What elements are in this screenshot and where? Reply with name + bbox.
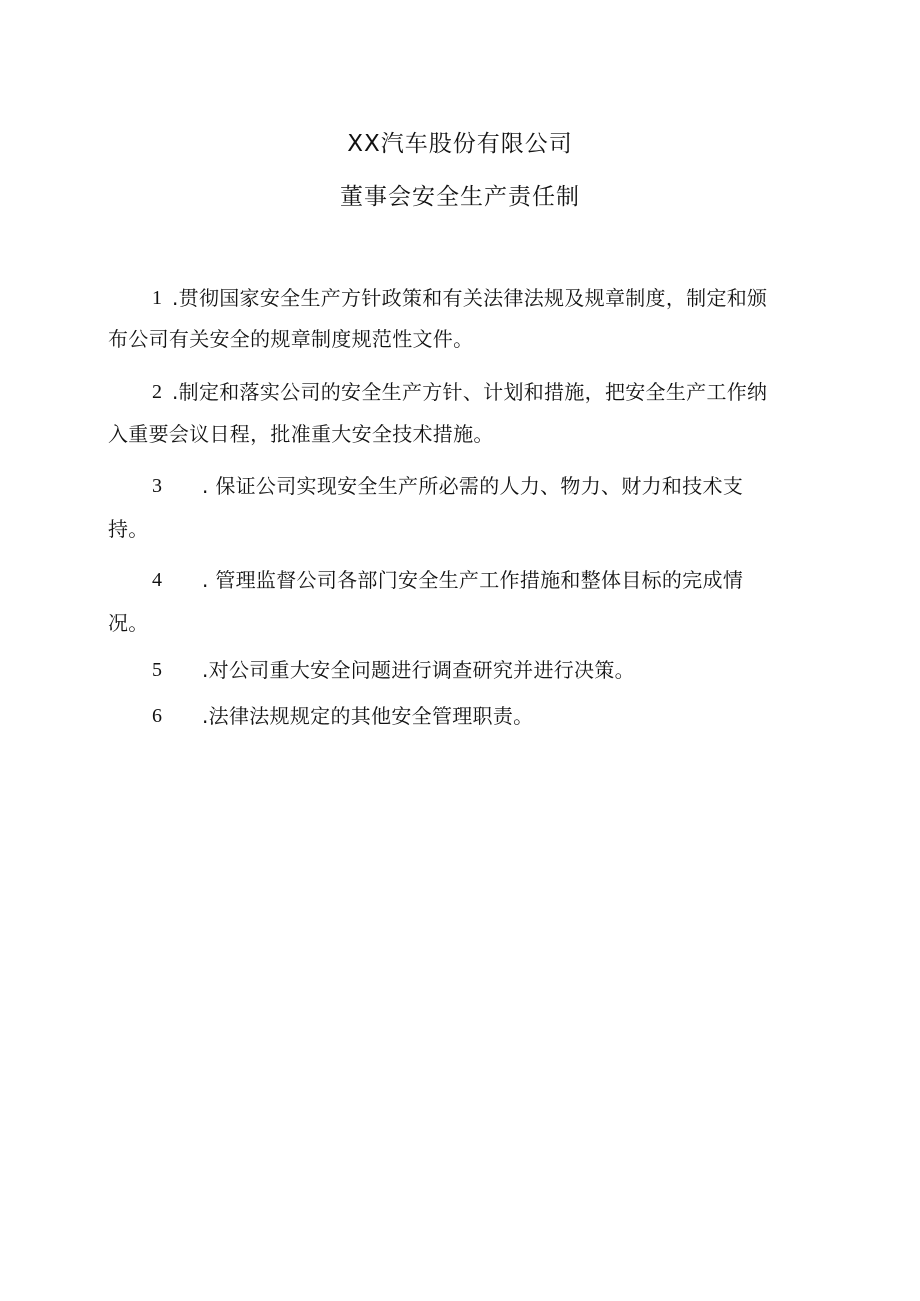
item-text-line1: . 保证公司实现安全生产所必需的人力、物力、财力和技术支 [202,474,744,498]
item-text-line1: .对公司重大安全问题进行调查研究并进行决策。 [202,658,635,682]
item-text-line2: 持。 [108,517,149,541]
item-text-line2: 入重要会议日程，批准重大安全技术措施。 [108,422,494,446]
item-number: 4 [152,569,162,591]
item-number: 3 [152,475,162,497]
item-number: 5 [152,659,162,681]
document-title: 董事会安全生产责任制 [340,184,580,210]
item-number: 1 [152,287,162,309]
item-text-line1: .法律法规规定的其他安全管理职责。 [202,704,534,728]
item-text-line2: 况。 [108,611,149,635]
company-title: XX汽车股份有限公司 [347,131,573,157]
item-number: 6 [152,705,162,727]
item-text-line1: .制定和落实公司的安全生产方针、计划和措施，把安全生产工作纳 [172,380,768,404]
item-text-line1: .贯彻国家安全生产方针政策和有关法律法规及规章制度，制定和颁 [172,286,768,310]
item-text-line1: . 管理监督公司各部门安全生产工作措施和整体目标的完成情 [202,568,744,592]
item-text-line2: 布公司有关安全的规章制度规范性文件。 [108,327,474,351]
item-number: 2 [152,381,162,403]
